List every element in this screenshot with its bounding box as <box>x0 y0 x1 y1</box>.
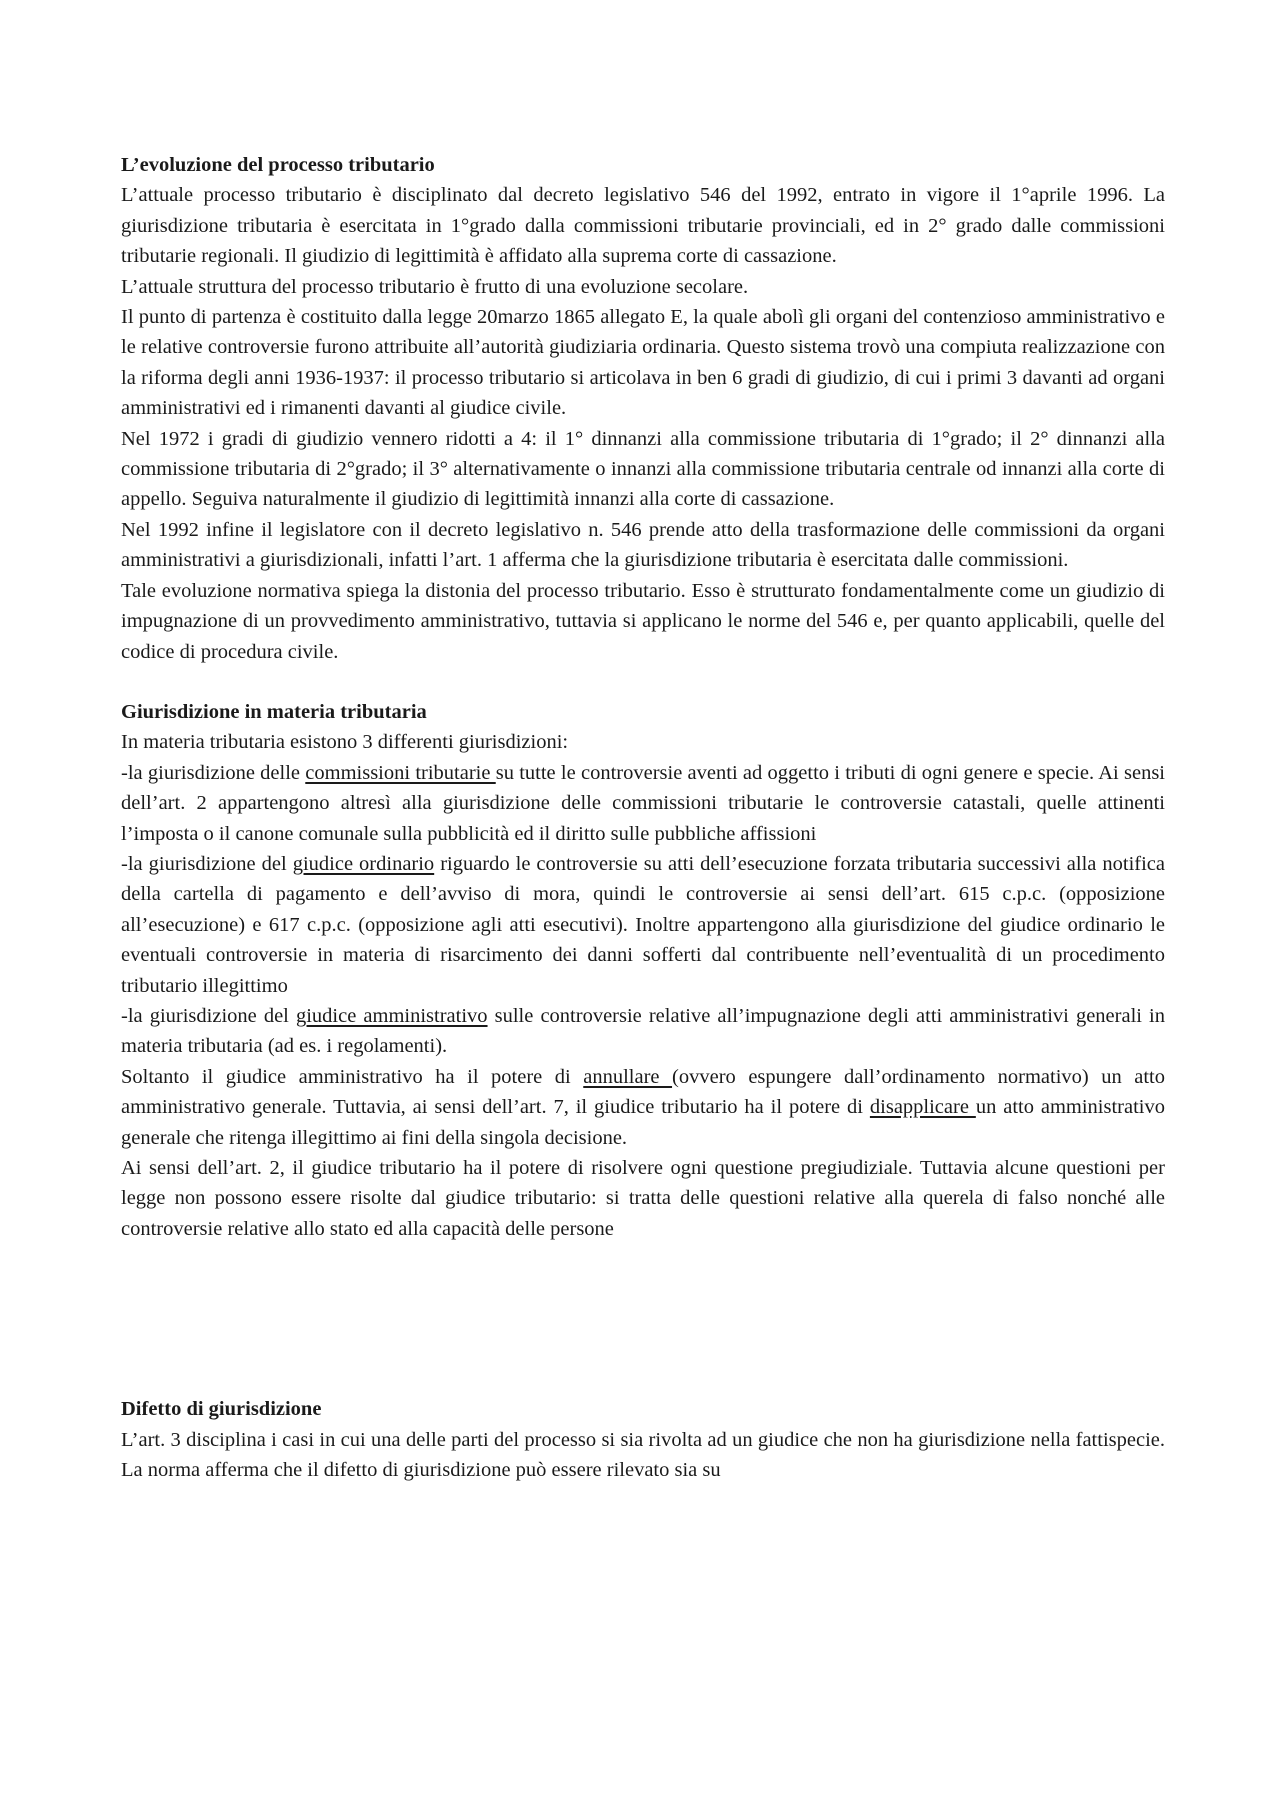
paragraph: Nel 1992 infine il legislatore con il decreto legislativo n. 546 prende atto della trasformazione delle commissioni da organi amministrativi a giurisdizionali, infatti l’art. 1 afferma che la giurisdizione tributaria è esercitata dalle commissioni. <box>121 518 1165 572</box>
list-item-prefix: -la giurisdizione del <box>121 1004 296 1027</box>
underlined-term: giudice amministrativo <box>295 1004 488 1027</box>
list-item-text: riguardo le controversie su atti dell’esecuzione forzata tributaria successivi alla notifica della cartella di pagamento e dell’avviso di mora, quindi le controversie ai sensi dell’art. 615 c.p.c. (opposizione all’esecuzione) e 617 c.p.c. (opposizione agli atti esecutivi). Inoltre appartengono alla giurisdizione del giudice ordinario le eventuali controversie in materia di risarcimento dei danni sofferti dal contribuente nell’eventualità di un procedimento tributario illegittimo <box>121 852 1165 997</box>
list-item-prefix: -la giurisdizione del <box>121 852 293 875</box>
list-item <box>121 849 1165 1001</box>
text-run: un atto amministrativo generale che ritenga illegittimo ai fini della singola decisione. <box>121 1096 1165 1149</box>
paragraph: In materia tributaria esistono 3 differenti giurisdizioni: <box>121 731 569 754</box>
text-run: Soltanto il giudice amministrativo ha il potere di <box>121 1065 584 1088</box>
list-item-text: su tutte le controversie aventi ad oggetto i tributi di ogni genere e specie. Ai sensi dell’art. 2 appartengono altresì alla giurisdizione delle commissioni tributarie le controversie catastali, quelle attinenti l’imposta o il canone comunale sulla pubblicità ed il diritto sulle pubbliche affissioni <box>121 761 1165 845</box>
text-run: (ovvero espungere dall’ordinamento normativo) un atto amministrativo generale. Tuttavia, ai sensi dell’art. 7, il giudice tributario ha il potere di <box>121 1065 1166 1119</box>
underlined-term: commissioni tributarie <box>305 761 496 784</box>
section-title-difetto: Difetto di giurisdizione <box>121 1398 322 1421</box>
paragraph: L’attuale struttura del processo tributario è frutto di una evoluzione secolare. <box>121 275 749 298</box>
paragraph: Nel 1972 i gradi di giudizio vennero ridotti a 4: il 1° dinnanzi alla commissione tributaria di 1°grado; il 2° dinnanzi alla commissione tributaria di 2°grado; il 3° alternativamente o innanzi alla commissione tributaria centrale od innanzi alla corte di appello. Seguiva naturalmente il giudizio di legittimità innanzi alla corte di cassazione. <box>121 427 1165 511</box>
list-item <box>121 1001 1165 1062</box>
paragraph: Tale evoluzione normativa spiega la distonia del processo tributario. Esso è strutturato fondamentalmente come un giudizio di impugnazione di un provvedimento amministrativo, tuttavia si applicano le norme del 546 e, per quanto applicabili, quelle del codice di procedura civile. <box>121 579 1165 663</box>
section-title-evoluzione: L’evoluzione del processo tributario <box>121 154 435 176</box>
paragraph: L’art. 3 disciplina i casi in cui una delle parti del processo si sia rivolta ad un giudice che non ha giurisdizione nella fattispecie. La norma afferma che il difetto di giurisdizione può essere rilevato sia su <box>121 1428 1165 1482</box>
paragraph: Il punto di partenza è costituito dalla legge 20marzo 1865 allegato E, la quale abolì gli organi del contenzioso amministrativo e le relative controversie furono attribuite all’autorità giudiziaria ordinaria. Questo sistema trovò una compiuta realizzazione con la riforma degli anni 1936-1937: il processo tributario si articolava in ben 6 gradi di giudizio, di cui i primi 3 davanti ad organi amministrativi ed i rimanenti davanti al giudice civile. <box>121 306 1165 420</box>
section-title-giurisdizione: Giurisdizione in materia tributaria <box>121 700 427 723</box>
list-item-text: sulle controversie relative all’impugnazione degli atti amministrativi generali in materia tributaria (ad es. i regolamenti). <box>121 1004 1166 1058</box>
paragraph <box>121 1062 1165 1153</box>
underlined-term: disapplicare <box>869 1096 976 1119</box>
list-item <box>121 758 1165 849</box>
paragraph: Ai sensi dell’art. 2, il giudice tributario ha il potere di risolvere ogni questione pregiudiziale. Tuttavia alcune questioni per legge non possono essere risolte dal giudice tributario: si tratta delle questioni relative alla querela di falso nonché alle controversie relative allo stato ed alla capacità delle persone <box>121 1157 1165 1240</box>
paragraph: L’attuale processo tributario è disciplinato dal decreto legislativo 546 del 1992, entrato in vigore il 1°aprile 1996. La giurisdizione tributaria è esercitata in 1°grado dalla commissioni tributarie provinciali, ed in 2° grado dalle commissioni tributarie regionali. Il giudizio di legittimità è affidato alla suprema corte di cassazione. <box>121 184 1165 268</box>
list-item-prefix: -la giurisdizione delle <box>121 761 306 784</box>
spacer <box>121 1244 1165 1394</box>
spacer <box>121 667 1165 697</box>
underlined-term: giudice ordinario <box>292 852 435 875</box>
document-body <box>121 150 1165 1485</box>
underlined-term: annullare <box>583 1065 673 1088</box>
